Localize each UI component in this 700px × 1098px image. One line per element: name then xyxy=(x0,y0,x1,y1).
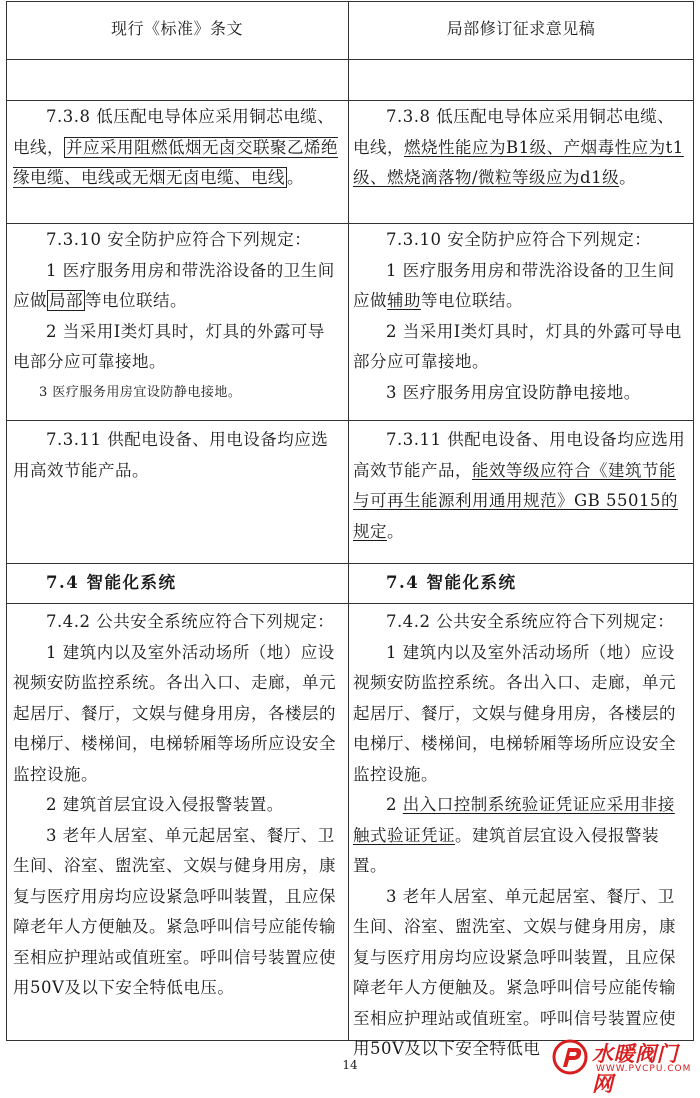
list-item: 3 老年人居室、单元起居室、餐厅、卫生间、浴室、盥洗室、文娱与健身用房，康复与医疗用房均应设紧急呼叫装置，且应保障老年人方便触及。紧急呼叫信号应能传输至相应护理站或值班室。呼叫信号装置应使用50V及以下安全特低电压。 xyxy=(13,825,336,997)
clause-7-3-10-current xyxy=(13,225,341,408)
list-item: 3 医疗服务用房宜设防静电接地。 xyxy=(39,384,242,400)
underlined-added-text: 能效等级应符合《建筑节能与可再生能源利用通用规范》GB 55015的规定 xyxy=(353,460,679,541)
list-item xyxy=(353,256,689,317)
row-divider xyxy=(7,223,693,224)
clause-text: 7.3.11 供配电设备、用电设备均应选用高效节能产品， xyxy=(353,430,686,480)
list-item: 2 建筑首层宜设入侵报警装置。 xyxy=(46,795,284,814)
watermark-url: WWW.PVCPU.COM xyxy=(596,1064,692,1074)
punct: 。 xyxy=(619,168,637,187)
clause-7-3-11-current xyxy=(13,425,341,486)
list-item: 2 当采用Ⅰ类灯具时，灯具的外露可导电部分应可靠接地。 xyxy=(353,321,682,371)
watermark-site-name: 水暖阀门网 xyxy=(592,1042,678,1096)
punct: 。 xyxy=(287,168,304,187)
header-current-standard: 现行《标准》条文 xyxy=(110,19,243,38)
header-revision-draft: 局部修订征求意见稿 xyxy=(446,19,596,38)
page-number: 14 xyxy=(342,1058,358,1072)
item-text: 1 医疗服务用房和带洗浴设备的卫生间应做 xyxy=(353,260,675,310)
list-item: 1 建筑内以及室外活动场所（地）应设视频安防监控系统。各出入口、走廊，单元起居厅、餐厅，文娱与健身用房，各楼层的电梯厅、楼梯间，电梯轿厢等场所应设安全监控设施。 xyxy=(353,642,676,784)
list-item: 1 建筑内以及室外活动场所（地）应设视频安防监控系统。各出入口、走廊，单元起居厅、餐厅，文娱与健身用房，各楼层的电梯厅、楼梯间，电梯轿厢等场所应设安全监控设施。 xyxy=(13,642,336,784)
row-divider xyxy=(7,420,693,421)
punct: 。 xyxy=(387,521,404,541)
clause-text: 7.3.11 供配电设备、用电设备均应选用高效节能产品。 xyxy=(13,430,329,480)
clause-7-3-8-current xyxy=(13,102,341,194)
list-item: 2 当采用Ⅰ类灯具时，灯具的外露可导电部分应可靠接地。 xyxy=(13,321,325,371)
row-divider xyxy=(7,603,693,604)
underlined-added-text: 燃烧性能应为B1级、产烟毒性应为t1级、燃烧滴落物/微粒等级应为d1级 xyxy=(353,137,684,187)
clause-title: 7.4.2 公共安全系统应符合下列规定： xyxy=(386,612,675,631)
list-item xyxy=(353,790,689,882)
comparison-table xyxy=(6,1,694,1058)
list-item xyxy=(13,256,341,317)
boxed-deleted-text: 并应采用阻燃低烟无卤交联聚乙烯绝缘电缆、电线或无烟无卤电缆、电线 xyxy=(13,137,338,187)
row-divider xyxy=(7,100,693,101)
item-text: 1 医疗服务用房和带洗浴设备的卫生间应做 xyxy=(13,260,335,310)
clause-7-3-11-revised xyxy=(353,425,689,547)
clause-7-4-2-current xyxy=(13,607,341,1004)
clause-title: 7.3.10 安全防护应符合下列规定： xyxy=(386,230,652,249)
clause-text: 7.3.8 低压配电导体应采用铜芯电缆、电线， xyxy=(353,107,675,157)
row-divider xyxy=(7,563,693,564)
section-heading-7-4-current: 7.4 智能化系统 xyxy=(46,573,177,592)
item-text: 等电位联结。 xyxy=(85,291,187,310)
column-divider xyxy=(348,2,349,1040)
clause-7-3-8-revised xyxy=(353,102,689,194)
list-item: 3 医疗服务用房宜设防静电接地。 xyxy=(386,382,641,402)
item-text: 2 xyxy=(386,795,403,814)
boxed-deleted-text: 局部 xyxy=(49,291,83,310)
clause-7-3-10-revised xyxy=(353,225,689,408)
underlined-added-text: 辅助 xyxy=(387,291,421,310)
clause-title: 7.3.10 安全防护应符合下列规定： xyxy=(46,230,312,249)
clause-text: 7.3.8 低压配电导体应采用铜芯电缆、电线， xyxy=(13,107,335,157)
underlined-added-text: 出入口控制系统验证凭证应采用非接触式验证凭证 xyxy=(353,795,675,845)
watermark xyxy=(552,1038,698,1096)
clause-7-4-2-revised xyxy=(353,607,689,1065)
section-heading-7-4-revised: 7.4 智能化系统 xyxy=(386,573,517,592)
watermark-logo-icon xyxy=(552,1039,588,1075)
item-text: 。建筑首层宜设入侵报警装置。 xyxy=(353,825,659,875)
row-divider xyxy=(7,59,693,60)
clause-title: 7.4.2 公共安全系统应符合下列规定： xyxy=(46,612,335,631)
list-item: 3 老年人居室、单元起居室、餐厅、卫生间、浴室、盥洗室、文娱与健身用房，康复与医疗用房均应设紧急呼叫装置，且应保障老年人方便触及。紧急呼叫信号应能传输至相应护理站或值班室。呼叫信号装置应使用50V及以下安全特低电 xyxy=(353,886,676,1058)
item-text: 等电位联结。 xyxy=(421,291,523,310)
